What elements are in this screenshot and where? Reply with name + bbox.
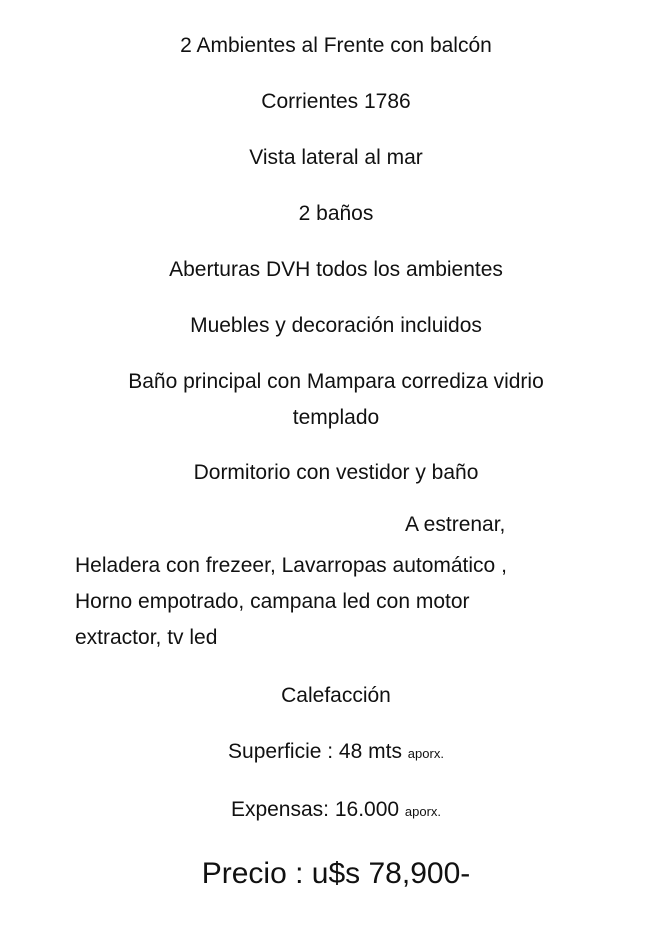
listing-line-main-bath-cont: templado: [292, 406, 380, 429]
listing-appliances-block: [75, 548, 595, 656]
listing-line-appliances-3: extractor, tv led: [75, 626, 218, 649]
surface-note: aporx.: [407, 746, 444, 761]
listing-line-expenses: [0, 797, 672, 825]
listing-line-furniture: Muebles y decoración incluidos: [190, 314, 482, 337]
listing-line-bedroom: Dormitorio con vestidor y baño: [193, 461, 479, 484]
listing-line-heating: Calefacción: [281, 684, 391, 707]
listing-line-new: A estrenar,: [405, 513, 506, 536]
listing-line-ambientes: 2 Ambientes al Frente con balcón: [180, 34, 492, 57]
expenses-label: Expensas: 16.000: [230, 798, 400, 821]
listing-line-main-bath: Baño principal con Mampara corrediza vidrio: [128, 370, 544, 393]
listing-line-appliances-2: Horno empotrado, campana led con motor: [75, 590, 470, 613]
listing-line-surface: [0, 739, 672, 767]
listing-line-windows: Aberturas DVH todos los ambientes: [169, 258, 503, 281]
listing-price: Precio : u$s 78,900-: [201, 857, 471, 890]
listing-line-address: Corrientes 1786: [261, 90, 411, 113]
surface-label: Superficie : 48 mts: [228, 740, 402, 763]
listing-line-appliances-1: Heladera con frezeer, Lavarropas automático ,: [75, 554, 507, 577]
expenses-note: aporx.: [404, 804, 442, 819]
listing-line-bathrooms: 2 baños: [298, 202, 374, 225]
listing-line-view: Vista lateral al mar: [249, 146, 423, 169]
